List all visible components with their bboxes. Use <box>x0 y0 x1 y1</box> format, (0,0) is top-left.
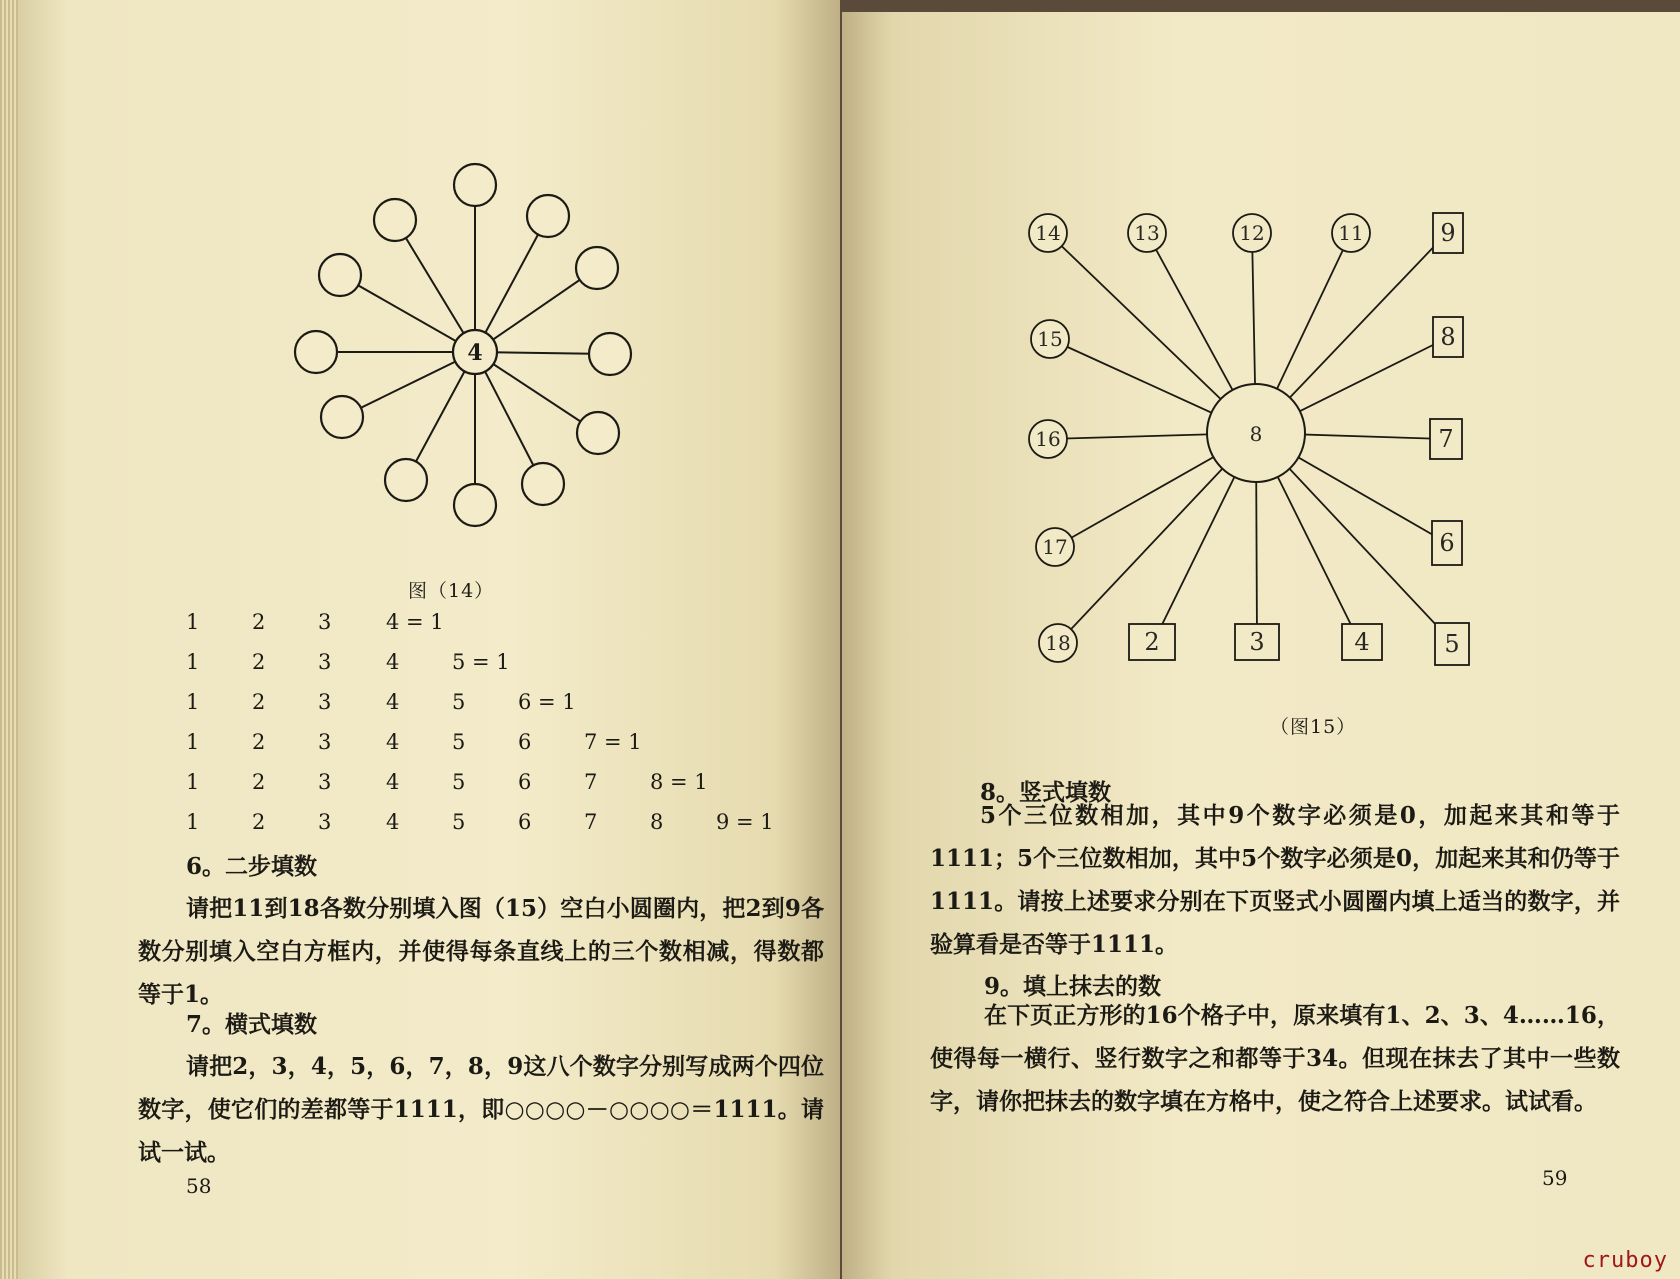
figure15-circle-value: 18 <box>1045 631 1071 655</box>
figure15-circle-value: 17 <box>1042 535 1068 559</box>
figure15-circle-value: 16 <box>1035 427 1061 451</box>
figure15-box-value: 5 <box>1444 630 1460 658</box>
equation-number: 5 = 1 <box>452 650 510 674</box>
equation-number: 5 <box>452 730 466 754</box>
equation-number: 8 = 1 <box>650 770 708 794</box>
equation-number: 1 <box>186 650 200 674</box>
figure15-circle-value: 15 <box>1037 327 1063 351</box>
right-page-number: 59 <box>1542 1166 1568 1190</box>
equation-number: 4 <box>386 770 400 794</box>
equation-number: 8 <box>650 810 664 834</box>
equation-number: 2 <box>252 810 266 834</box>
equation-number: 2 <box>252 730 266 754</box>
figure15-box-value: 2 <box>1144 628 1160 656</box>
figure14-center-value: 4 <box>467 340 483 366</box>
figure15-circle-value: 14 <box>1035 221 1061 245</box>
section9-heading: 9。填上抹去的数 <box>984 973 1162 1000</box>
equation-number: 3 <box>318 650 332 674</box>
figure14-empty-circle <box>527 195 569 237</box>
page-edge-stack <box>0 0 18 1279</box>
left-page-number: 58 <box>186 1174 212 1198</box>
figure14-caption: 图（14） <box>408 580 495 602</box>
equation-number: 4 <box>386 730 400 754</box>
equation-number: 6 = 1 <box>518 690 576 714</box>
equation-number: 9 = 1 <box>716 810 774 834</box>
equation-number: 4 <box>386 650 400 674</box>
figure14-empty-circle <box>374 199 416 241</box>
figure-14 <box>280 150 670 540</box>
figure14-empty-circle <box>321 396 363 438</box>
figure15-box-value: 4 <box>1354 628 1370 656</box>
equation-number: 1 <box>186 770 200 794</box>
equation-number: 3 <box>318 690 332 714</box>
figure14-empty-circle <box>385 459 427 501</box>
section6-body: 请把11到18各数分别填入图（15）空白小圆圈内，把2到9各数分别填入空白方框内，并使得每条直线上的三个数相减，得数都等于1。 <box>138 895 824 1008</box>
figure15-circle-value: 13 <box>1134 221 1160 245</box>
equation-number: 3 <box>318 730 332 754</box>
equation-number: 4 <box>386 810 400 834</box>
figure-15 <box>1020 205 1480 675</box>
figure14-empty-circle <box>295 331 337 373</box>
equation-number: 6 <box>518 770 532 794</box>
figure15-box-value: 3 <box>1249 628 1265 656</box>
equation-number: 5 <box>452 810 466 834</box>
equation-number: 2 <box>252 650 266 674</box>
section8-heading: 8。竖式填数 <box>980 779 1112 806</box>
section9-body: 在下页正方形的16个格子中，原来填有1、2、3、4……16，使得每一横行、竖行数字之和都等于34。但现在抹去了其中一些数字，请你把抹去的数字填在方格中，使之符合上述要求。试试看。 <box>930 1002 1620 1115</box>
section7-heading: 7。横式填数 <box>186 1011 318 1038</box>
equation-number: 3 <box>318 770 332 794</box>
figure14-empty-circle <box>576 247 618 289</box>
section8-body: 5个三位数相加，其中9个数字必须是0，加起来其和等于1111；5个三位数相加，其中5个数字必须是0，加起来其和仍等于1111。请按上述要求分别在下页竖式小圆圈内填上适当的数字，并验算看是否等于1111。 <box>930 802 1620 958</box>
figure15-circle-value: 12 <box>1239 221 1265 245</box>
equation-number: 1 <box>186 690 200 714</box>
section6-heading: 6。二步填数 <box>186 853 318 880</box>
equation-number: 7 <box>584 770 598 794</box>
equation-number: 6 <box>518 810 532 834</box>
figure15-center-value: 8 <box>1249 422 1263 446</box>
figure14-empty-circle <box>522 463 564 505</box>
equation-number: 7 = 1 <box>584 730 642 754</box>
figure15-circle-value: 11 <box>1338 221 1364 245</box>
figure14-empty-circle <box>577 412 619 454</box>
equation-number: 1 <box>186 730 200 754</box>
figure15-box-value: 9 <box>1440 219 1456 247</box>
equation-number: 1 <box>186 610 200 634</box>
section7-body: 请把2，3，4，5，6，7，8，9这八个数字分别写成两个四位数字，使它们的差都等于1111，即○○○○－○○○○＝1111。请试一试。 <box>138 1053 824 1166</box>
figure15-box-value: 8 <box>1440 323 1456 351</box>
watermark: cruboy <box>1582 1248 1668 1273</box>
figure15-caption: （图15） <box>1270 716 1357 738</box>
equation-number: 5 <box>452 690 466 714</box>
figure14-empty-circle <box>589 333 631 375</box>
figure14-empty-circle <box>454 164 496 206</box>
equation-number: 3 <box>318 610 332 634</box>
equation-number: 2 <box>252 770 266 794</box>
figure15-box-value: 6 <box>1439 529 1455 557</box>
figure15-box-value: 7 <box>1438 425 1454 453</box>
figure14-empty-circle <box>319 254 361 296</box>
equation-number: 5 <box>452 770 466 794</box>
equation-number: 4 <box>386 690 400 714</box>
equation-number: 4 = 1 <box>386 610 444 634</box>
equation-number: 6 <box>518 730 532 754</box>
equation-number: 3 <box>318 810 332 834</box>
figure14-empty-circle <box>454 484 496 526</box>
equation-number: 1 <box>186 810 200 834</box>
equation-number: 2 <box>252 690 266 714</box>
equation-number: 2 <box>252 610 266 634</box>
equation-number: 7 <box>584 810 598 834</box>
